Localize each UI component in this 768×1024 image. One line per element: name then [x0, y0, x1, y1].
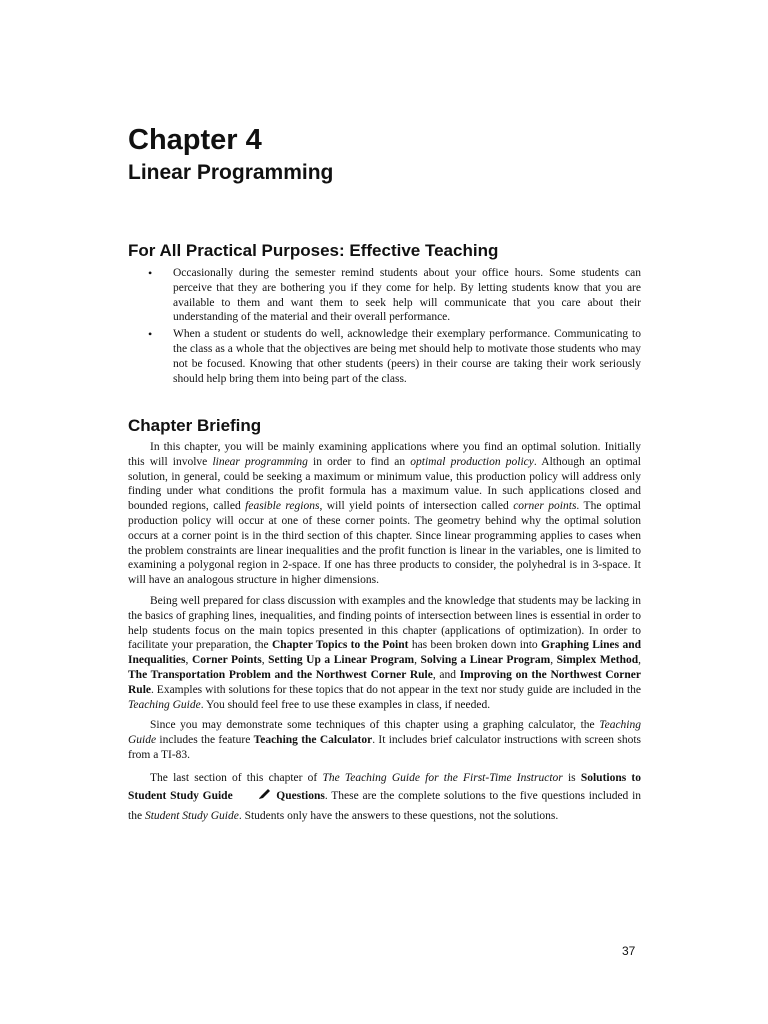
list-item-text: Occasionally during the semester remind students about your office hours. Some students can perceive that they are bothering you if they come for help. By letting students know that you are available to them and want them to seek help will communicate that you care about their understanding of the material and their overall performance. [173, 267, 641, 324]
bullet-icon: • [148, 327, 153, 342]
paragraph-3: Since you may demonstrate some techniques of this chapter using a graphing calculator, the Teaching Guide includes the feature Teaching the Calculator. It includes brief calculator instructions with screen shots from a TI-83. [128, 719, 641, 761]
section-heading-chapter-briefing: Chapter Briefing [128, 416, 262, 435]
chapter-title: Linear Programming [128, 161, 334, 184]
bullet-icon: • [148, 266, 153, 280]
pencil-icon [236, 788, 272, 806]
paragraph-1: In this chapter, you will be mainly examining applications where you find an optimal solution. Initially this will involve linear programming in order to find an optimal production policy. Although an optimal solution, in general, could be seeking a maximum or minimum value, this production policy will address only finding under what conditions the profit formula has a maximum value. In such applications closed and bounded regions, called feasible regions, will yield points of intersection called corner points. The optimal production policy will occur at one of these corner points. The geometry behind why the optimal solution occurs at a corner point is in the third section of this chapter. Since linear programming applies to cases when the problem constraints are linear inequalities and the profit function is linear in the variables, one is limited to examining a polygonal region in 2-space. If one has three products to consider, the polyhedral is in 3-space. It will have an analogous structure in higher dimensions. [128, 441, 642, 587]
list-item [148, 266, 641, 325]
paragraph-4: The last section of this chapter of The Teaching Guide for the First-Time Instructor is Solutions to Student Study Guide Questions. These are the complete solutions to the five questions included in the Student Study Guide. Students only have the answers to these questions, not the solutions. [128, 771, 642, 822]
paragraph-2: Being well prepared for class discussion with examples and the knowledge that students may be lacking in the basics of graphing lines, inequalities, and finding points of intersection between lines is essential in order to help students focus on the main topics presented in this chapter (applications of optimization). In order to facilitate your preparation, the Chapter Topics to the Point has been broken down into Graphing Lines and Inequalities, Corner Points, Setting Up a Linear Program, Solving a Linear Program, Simplex Method, The Transportation Problem and the Northwest Corner Rule, and Improving on the Northwest Corner Rule. Examples with solutions for these topics that do not appear in the text nor study guide are included in the Teaching Guide. You should feel free to use these examples in class, if needed. [128, 594, 642, 711]
teaching-tips-list [148, 266, 641, 388]
list-item-text: When a student or students do well, acknowledge their exemplary performance. Communicating to the class as a whole that the objectives are being met should help to motivate those students who may not be focused. Knowing that other students (peers) in their course are taking their work seriously should help bring them into being part of the class. [173, 328, 641, 385]
chapter-number: Chapter 4 [128, 124, 262, 156]
section-heading-effective-teaching: For All Practical Purposes: Effective Teaching [128, 241, 499, 260]
chapter-briefing-body [128, 440, 641, 831]
list-item [148, 327, 641, 386]
page-number: 37 [622, 944, 636, 958]
